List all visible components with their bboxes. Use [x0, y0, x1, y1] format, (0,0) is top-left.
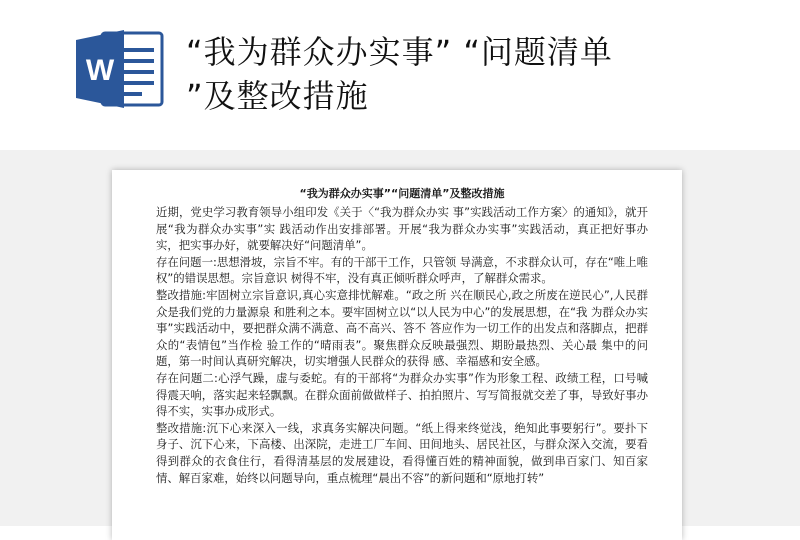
document-paragraph: 存在问题一:思想滑坡，宗旨不牢。有的干部干工作，只管领 导满意，不求群众认可，存在“唯上唯权”的错误思想。宗旨意识 树得不牢，没有真正倾听群众呼声，了解群众需求。 [156, 254, 648, 286]
document-paragraph: 近期，党史学习教育领导小组印发《关于〈“我为群众办实 事”实践活动工作方案〉的通知》，就开展“我为群众办实事”实 践活动作出安排部署。开展“我为群众办实事”实践活动，真正把好事办实，把实事办好，就要解决好“问题清单”。 [156, 205, 648, 253]
document-paragraph: 整改措施:牢固树立宗旨意识,真心实意排忧解难。“政之所 兴在顺民心,政之所废在逆民心”,人民群众是我们党的力量源泉 和胜利之本。要牢固树立以“以人民为中心”的发展思想，在“我 为群众办实事”实践活动中，要把群众满不满意、高不高兴、答不 答应作为一切工作的出发点和落脚点，把群众的“表情包”当作检 验工作的“晴雨表”。聚焦群众反映最强烈、期盼最热烈、关心最 集中的问题，第一时间认真研究解决，切实增强人民群众的获得 感、幸福感和安全感。 [156, 287, 648, 369]
document-paragraph: 存在问题二:心浮气躁，虚与委蛇。有的干部将“为群众办实事”作为形象工程、政绩工程，口号喊得震天响，落实起来轻飘飘。在群众面前做做样子、拍拍照片、写写简报就交差了事，导致好事办得不实，实事办成形式。 [156, 370, 648, 419]
document-body [156, 186, 648, 486]
page-title: “我为群众办实事” “问题清单 ”及整改措施 [186, 33, 613, 115]
document-page [112, 170, 682, 540]
word-icon [74, 28, 166, 110]
word-icon-letter: W [85, 54, 115, 87]
document-paragraph: 整改措施:沉下心来深入一线，求真务实解决问题。“纸上得来终觉浅，绝知此事要躬行”。要扑下身子、沉下心来，下高楼、出深院，走进工厂车间、田间地头、居民社区，与群众深入交流，要看得到群众的衣食住行，看得清基层的发展建设，看得懂百姓的精神面貌，做到串百家门、知百家情、解百家难，始终以问题导向，重点梳理“晨出不容”的新问题和“原地打转” [156, 420, 648, 485]
document-title: “我为群众办实事”“问题清单”及整改措施 [299, 187, 505, 200]
header [0, 0, 800, 150]
